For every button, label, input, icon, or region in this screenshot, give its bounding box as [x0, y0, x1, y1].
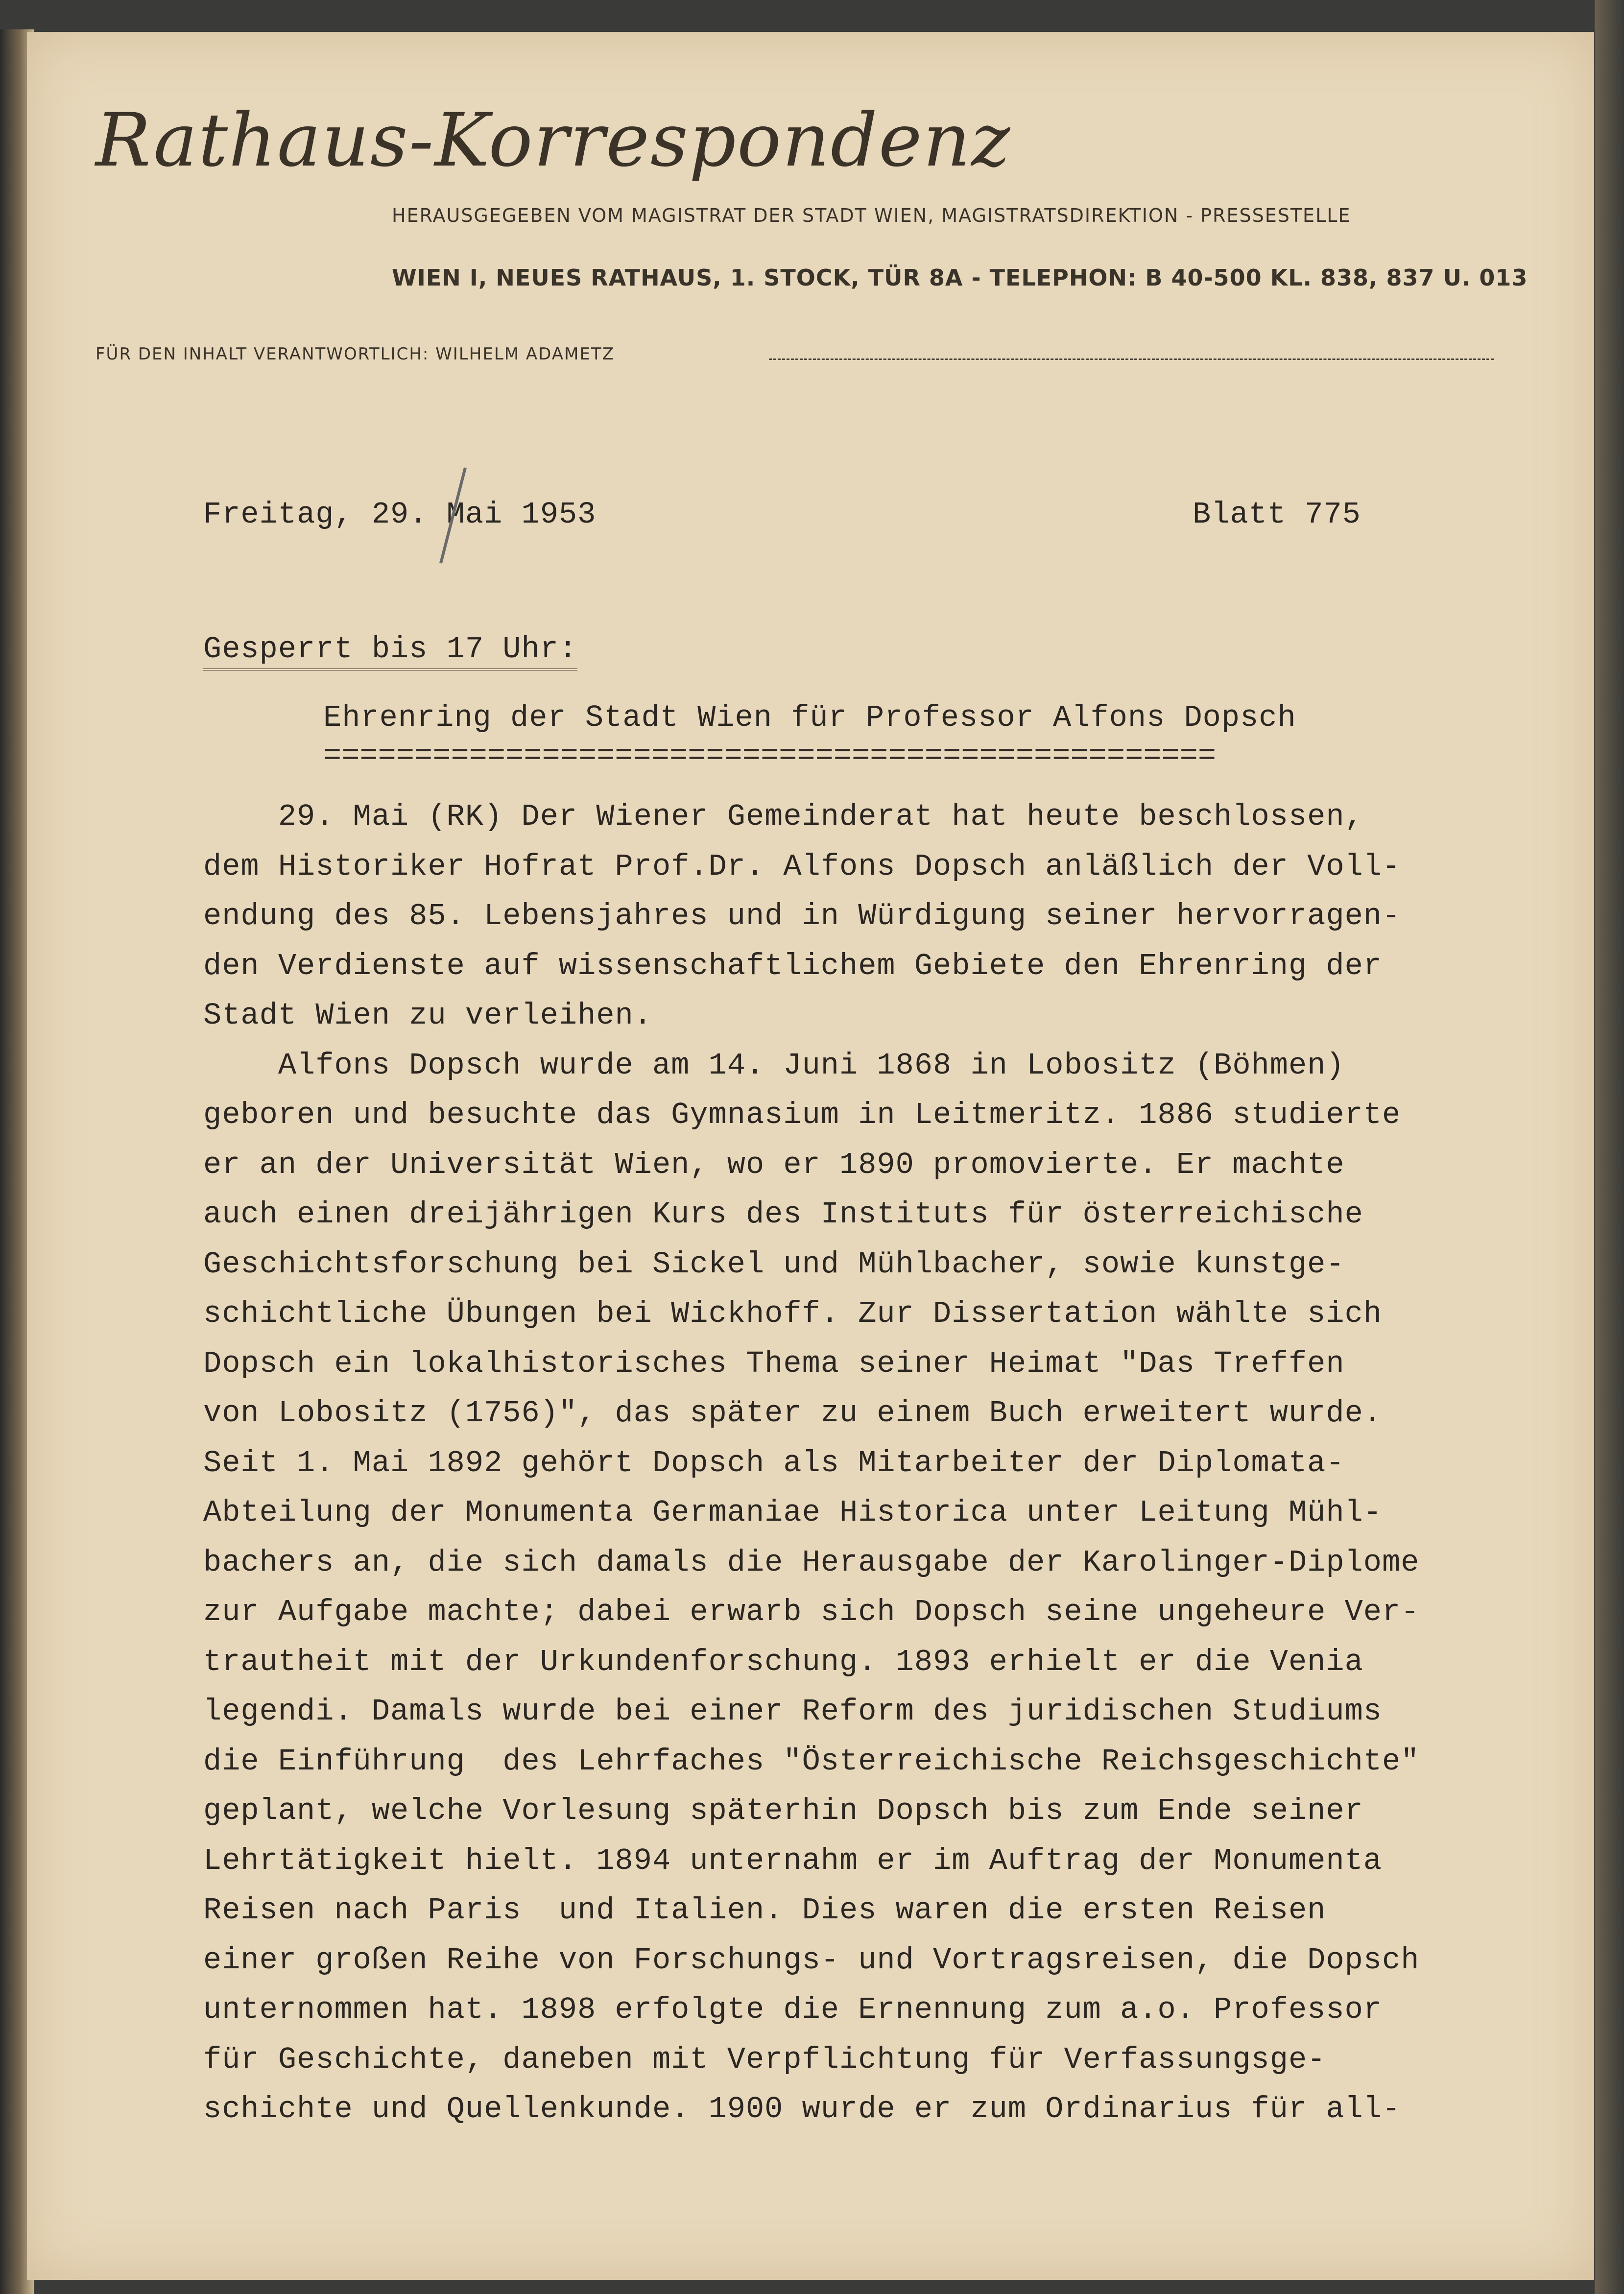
body-line: schichte und Quellenkunde. 1900 wurde er zum Ordinarius für all- — [203, 2092, 1401, 2127]
body-line: Alfons Dopsch wurde am 14. Juni 1868 in Lobositz (Böhmen) — [203, 1048, 1345, 1083]
body-line: 29. Mai (RK) Der Wiener Gemeinderat hat heute beschlossen, — [203, 799, 1363, 834]
responsible-line: FÜR DEN INHALT VERANTWORTLICH: WILHELM ADAMETZ — [96, 344, 615, 364]
title-double-rule: ================================================= — [323, 739, 1217, 773]
body-line: Dopsch ein lokalhistorisches Thema seiner Heimat "Das Treffen — [203, 1346, 1345, 1381]
body-line: trautheit mit der Urkundenforschung. 1893 erhielt er die Venia — [203, 1644, 1363, 1679]
body-line: von Lobositz (1756)", das später zu einem Buch erweitert wurde. — [203, 1396, 1382, 1431]
body-line: Stadt Wien zu verleihen. — [203, 998, 652, 1033]
body-line: auch einen dreijährigen Kurs des Instituts für österreichische — [203, 1197, 1363, 1232]
body-line: Abteilung der Monumenta Germaniae Historica unter Leitung Mühl- — [203, 1495, 1382, 1530]
body-line: bachers an, die sich damals die Herausgabe der Karolinger-Diplome — [203, 1545, 1420, 1580]
scan-edge — [1595, 0, 1624, 2294]
masthead-title: Rathaus-Korrespondenz — [96, 98, 1011, 183]
pencil-check-mark — [431, 465, 475, 568]
body-line: geplant, welche Vorlesung späterhin Dopsch bis zum Ende seiner — [203, 1793, 1363, 1828]
body-line: Reisen nach Paris und Italien. Dies waren die ersten Reisen — [203, 1893, 1326, 1928]
body-line: Lehrtätigkeit hielt. 1894 unternahm er im Auftrag der Monumenta — [203, 1843, 1382, 1878]
body-line: Geschichtsforschung bei Sickel und Mühlbacher, sowie kunstge- — [203, 1246, 1345, 1282]
body-line: er an der Universität Wien, wo er 1890 promovierte. Er machte — [203, 1147, 1345, 1182]
article-body — [203, 792, 1526, 2134]
publisher-line: HERAUSGEGEBEN VOM MAGISTRAT DER STADT WIEN, MAGISTRATSDIREKTION - PRESSESTELLE — [392, 205, 1351, 226]
address-line: WIEN I, NEUES RATHAUS, 1. STOCK, TÜR 8A - TELEPHON: B 40-500 KL. 838, 837 U. 013 — [392, 264, 1528, 291]
article-title: Ehrenring der Stadt Wien für Professor Alfons Dopsch — [323, 700, 1296, 735]
header-rule — [769, 358, 1494, 360]
body-line: dem Historiker Hofrat Prof.Dr. Alfons Dopsch anläßlich der Voll- — [203, 849, 1401, 884]
body-line: für Geschichte, daneben mit Verpflichtung für Verfassungsge- — [203, 2042, 1326, 2077]
body-line: unternommen hat. 1898 erfolgte die Ernennung zum a.o. Professor — [203, 1992, 1382, 2027]
body-line: die Einführung des Lehrfaches "Österreichische Reichsgeschichte" — [203, 1744, 1420, 1779]
body-line: geboren und besuchte das Gymnasium in Leitmeritz. 1886 studierte — [203, 1098, 1401, 1132]
body-line: Seit 1. Mai 1892 gehört Dopsch als Mitarbeiter der Diplomata- — [203, 1445, 1345, 1481]
embargo-notice: Gesperrt bis 17 Uhr: — [203, 632, 577, 670]
body-line: endung des 85. Lebensjahres und in Würdigung seiner hervorragen- — [203, 899, 1401, 933]
sheet-number: Blatt 775 — [1193, 497, 1361, 532]
date-line: Freitag, 29. Mai 1953 — [203, 497, 597, 532]
body-line: schichtliche Übungen bei Wickhoff. Zur Dissertation wählte sich — [203, 1296, 1382, 1331]
body-line: legendi. Damals wurde bei einer Reform des juridischen Studiums — [203, 1694, 1382, 1729]
body-line: zur Aufgabe machte; dabei erwarb sich Dopsch seine ungeheure Ver- — [203, 1595, 1420, 1629]
body-line: einer großen Reihe von Forschungs- und Vortragsreisen, die Dopsch — [203, 1942, 1420, 1978]
body-line: den Verdienste auf wissenschaftlichem Gebiete den Ehrenring der — [203, 948, 1382, 983]
